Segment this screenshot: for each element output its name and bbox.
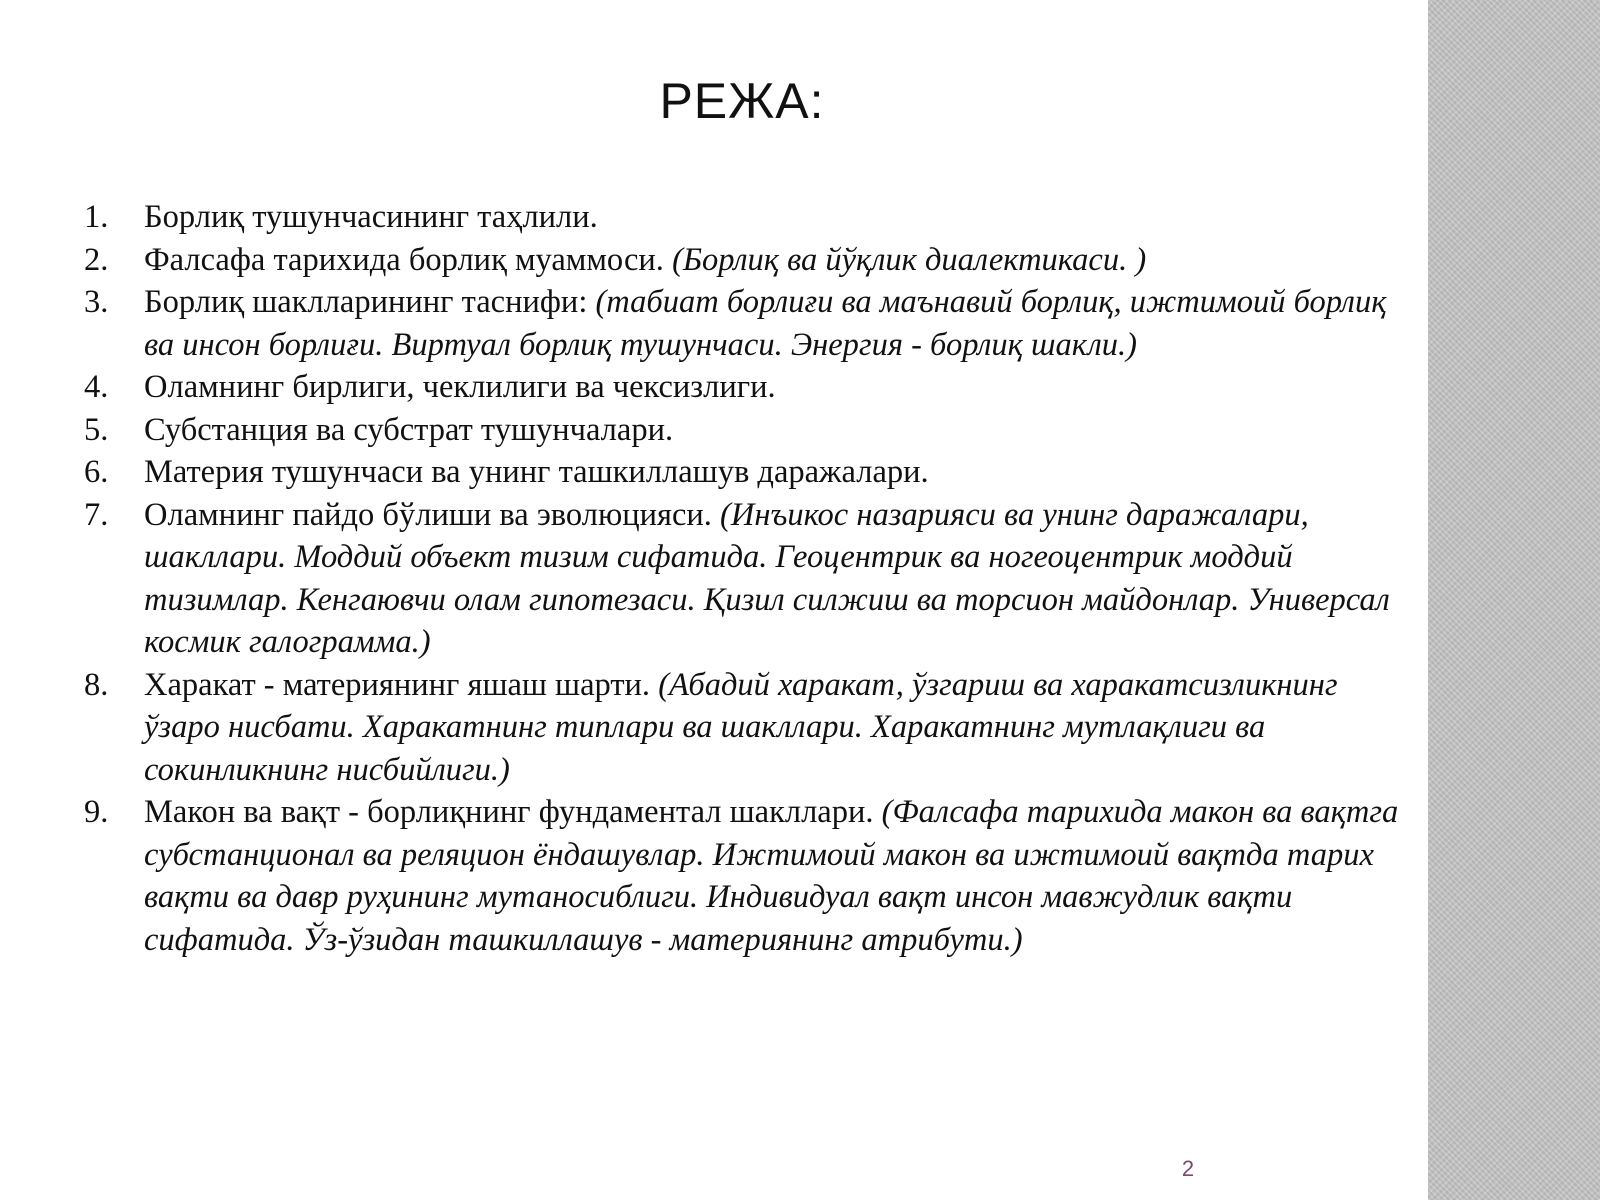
page-number: 2 — [1181, 1156, 1195, 1181]
item-text: Харакат - материянинг яшаш шарти. — [144, 666, 651, 703]
list-item — [84, 664, 1414, 792]
decorative-side-panel — [1428, 0, 1600, 1200]
item-italic-text: (табиат борлиғи ва маънавий борлиқ, ижтимоий борлиқ ва инсон борлиғи. Виртуал борлиқ тушунчаси. Энергия - борлиқ шакли.) — [144, 284, 1387, 363]
item-text: Борлиқ шаклларининг таснифи: — [144, 284, 588, 320]
item-text: Макон ва вақт - борлиқнинг фундаментал шакллари. — [144, 794, 874, 830]
slide-title: РЕЖА: — [659, 73, 825, 129]
item-italic-text: (Фалсафа тарихида макон ва вақтга субстанционал ва реляцион ёндашувлар. Ижтимоий макон ва ижтимоий вақтда тарих вақти ва давр руҳининг мутаносиблиги. Индивидуал вақт инсон мавжудлик вақти сифатида. Ўз-ўзидан ташкиллашув - материянинг атрибути.) — [144, 794, 1399, 958]
list-item — [84, 196, 1414, 239]
list-item — [84, 451, 1414, 494]
plan-list — [84, 196, 1414, 961]
list-item — [84, 791, 1414, 961]
item-number: 3. — [84, 284, 109, 320]
list-item — [84, 239, 1414, 282]
list-item — [84, 366, 1414, 409]
item-text: Материя тушунчаси ва унинг ташкиллашув даражалари. — [144, 454, 929, 490]
item-text: Борлиқ тушунчасининг таҳлили. — [144, 199, 598, 235]
item-text: Оламнинг бирлиги, чеклилиги ва чексизлиги. — [144, 369, 776, 405]
item-number: 6. — [84, 454, 109, 490]
item-text: Фалсафа тарихида борлиқ муаммоси. — [144, 241, 664, 278]
item-italic-text: (Инъикос назарияси ва унинг даражалари, шакллари. Моддий объект тизим сифатида. Геоцентрик ва ногеоцентрик моддий тизимлар. Кенгаювчи олам гипотезаси. Қизил силжиш ва торсион майдонлар. Универсал космик галограмма.) — [144, 496, 1390, 660]
list-item — [84, 409, 1414, 452]
item-number: 4. — [84, 369, 109, 405]
list-item — [84, 494, 1414, 664]
item-number: 8. — [84, 666, 109, 703]
item-number: 7. — [84, 496, 109, 533]
item-text: Субстанция ва субстрат тушунчалари. — [144, 411, 674, 448]
item-number: 1. — [84, 199, 109, 235]
item-italic-text: (Абадий харакат, ўзгариш ва харакатсизликнинг ўзаро нисбати. Харакатнинг типлари ва шакллари. Харакатнинг мутлақлиги ва сокинликнинг нисбийлиги.) — [144, 666, 1338, 788]
item-text: Оламнинг пайдо бўлиши ва эволюцияси. — [144, 496, 712, 533]
list-item — [84, 281, 1414, 366]
item-italic-text: (Борлиқ ва йўқлик диалектикаси. ) — [672, 241, 1147, 278]
item-number: 2. — [84, 241, 109, 278]
item-number: 5. — [84, 411, 109, 448]
item-number: 9. — [84, 794, 109, 830]
